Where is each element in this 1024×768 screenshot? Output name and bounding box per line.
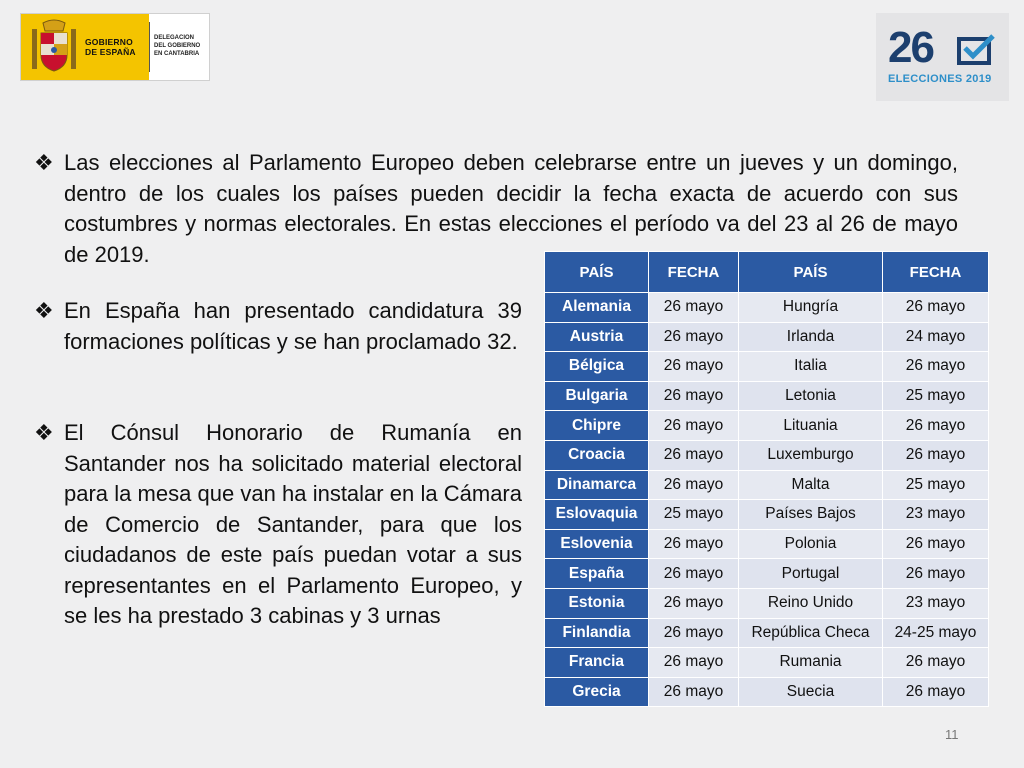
date-1-cell: 26 mayo: [649, 322, 739, 352]
government-logo: [20, 13, 210, 81]
country-2-cell: Suecia: [739, 677, 883, 707]
date-1-cell: 26 mayo: [649, 529, 739, 559]
elections-logo: [876, 13, 1009, 101]
date-1-cell: 26 mayo: [649, 588, 739, 618]
table-row: [545, 559, 989, 589]
date-1-cell: 26 mayo: [649, 411, 739, 441]
date-2-cell: 23 mayo: [883, 588, 989, 618]
date-2-cell: 26 mayo: [883, 559, 989, 589]
date-2-cell: 26 mayo: [883, 411, 989, 441]
date-2-cell: 26 mayo: [883, 440, 989, 470]
date-1-cell: 26 mayo: [649, 381, 739, 411]
header-country-1: PAÍS: [545, 252, 649, 293]
delegation-name: [150, 14, 200, 80]
country-1-cell: Finlandia: [545, 618, 649, 648]
date-2-cell: 26 mayo: [883, 293, 989, 323]
table-row: [545, 411, 989, 441]
date-2-cell: 24-25 mayo: [883, 618, 989, 648]
country-2-cell: Lituania: [739, 411, 883, 441]
country-1-cell: Austria: [545, 322, 649, 352]
table-header-row: [545, 252, 989, 293]
country-2-cell: Portugal: [739, 559, 883, 589]
date-2-cell: 26 mayo: [883, 529, 989, 559]
country-1-cell: Croacia: [545, 440, 649, 470]
date-1-cell: 26 mayo: [649, 559, 739, 589]
date-2-cell: 26 mayo: [883, 677, 989, 707]
date-1-cell: 25 mayo: [649, 500, 739, 530]
bullet-2-text: En España han presentado candidatura 39 formaciones políticas y se han proclamado 32.: [64, 298, 522, 354]
table-row: [545, 352, 989, 382]
date-2-cell: 23 mayo: [883, 500, 989, 530]
date-1-cell: 26 mayo: [649, 293, 739, 323]
country-1-cell: Eslovenia: [545, 529, 649, 559]
country-2-cell: Reino Unido: [739, 588, 883, 618]
country-1-cell: Dinamarca: [545, 470, 649, 500]
table-row: [545, 618, 989, 648]
country-1-cell: Chipre: [545, 411, 649, 441]
election-label: ELECCIONES 2019: [888, 73, 992, 85]
bullet-1-text: Las elecciones al Parlamento Europeo deben celebrarse entre un jueves y un domingo, dentro de los cuales los países pueden decidir la fecha exacta de acuerdo con sus costumbres y normas electorales. En estas elecciones el período va del 23 al 26 de mayo de 2019.: [64, 150, 958, 267]
table-row: [545, 529, 989, 559]
date-1-cell: 26 mayo: [649, 440, 739, 470]
ballot-check-icon: [956, 33, 996, 67]
country-1-cell: Grecia: [545, 677, 649, 707]
date-1-cell: 26 mayo: [649, 470, 739, 500]
table-row: [545, 677, 989, 707]
gov-name-line1: GOBIERNO: [85, 37, 133, 47]
country-2-cell: Italia: [739, 352, 883, 382]
election-number: 26: [888, 23, 933, 72]
country-1-cell: Francia: [545, 648, 649, 678]
header-date-2: FECHA: [883, 252, 989, 293]
table-row: [545, 500, 989, 530]
header-date-1: FECHA: [649, 252, 739, 293]
coat-of-arms-icon: [29, 19, 79, 75]
country-2-cell: Irlanda: [739, 322, 883, 352]
bullet-arrow-icon: ❖: [34, 298, 54, 323]
country-1-cell: Estonia: [545, 588, 649, 618]
country-1-cell: Eslovaquia: [545, 500, 649, 530]
table-row: [545, 440, 989, 470]
country-1-cell: España: [545, 559, 649, 589]
date-1-cell: 26 mayo: [649, 618, 739, 648]
date-2-cell: 25 mayo: [883, 470, 989, 500]
page-number: 11: [945, 727, 959, 742]
table-row: [545, 293, 989, 323]
country-2-cell: Hungría: [739, 293, 883, 323]
delegation-line2: DEL GOBIERNO: [154, 43, 201, 49]
gov-name-line2: DE ESPAÑA: [85, 47, 136, 57]
date-2-cell: 26 mayo: [883, 352, 989, 382]
table-row: [545, 588, 989, 618]
country-2-cell: Letonia: [739, 381, 883, 411]
table-row: [545, 470, 989, 500]
election-dates-table: [544, 251, 989, 707]
gov-name: [85, 37, 136, 57]
country-1-cell: Bulgaria: [545, 381, 649, 411]
country-2-cell: Rumania: [739, 648, 883, 678]
bullet-2: [34, 296, 522, 357]
date-1-cell: 26 mayo: [649, 677, 739, 707]
country-2-cell: República Checa: [739, 618, 883, 648]
date-2-cell: 24 mayo: [883, 322, 989, 352]
country-2-cell: Polonia: [739, 529, 883, 559]
bullet-3-text: El Cónsul Honorario de Rumanía en Santander nos ha solicitado material electoral para la mesa que van ha instalar en la Cámara de Comercio de Santander, para que los ciudadanos de este país puedan votar a sus representantes en el Parlamento Europeo, y se les ha prestado 3 cabinas y 3 urnas: [64, 420, 522, 628]
country-2-cell: Malta: [739, 470, 883, 500]
delegation-line3: EN CANTABRIA: [154, 51, 200, 57]
header-country-2: PAÍS: [739, 252, 883, 293]
date-2-cell: 26 mayo: [883, 648, 989, 678]
bullet-arrow-icon: ❖: [34, 420, 54, 445]
date-1-cell: 26 mayo: [649, 352, 739, 382]
table-row: [545, 648, 989, 678]
country-2-cell: Países Bajos: [739, 500, 883, 530]
bullet-3: [34, 418, 522, 632]
date-2-cell: 25 mayo: [883, 381, 989, 411]
country-1-cell: Bélgica: [545, 352, 649, 382]
table-row: [545, 322, 989, 352]
gov-logo-yellow-panel: [21, 14, 149, 80]
date-1-cell: 26 mayo: [649, 648, 739, 678]
table-row: [545, 381, 989, 411]
delegation-line1: DELEGACION: [154, 35, 195, 41]
country-1-cell: Alemania: [545, 293, 649, 323]
bullet-arrow-icon: ❖: [34, 150, 54, 175]
country-2-cell: Luxemburgo: [739, 440, 883, 470]
